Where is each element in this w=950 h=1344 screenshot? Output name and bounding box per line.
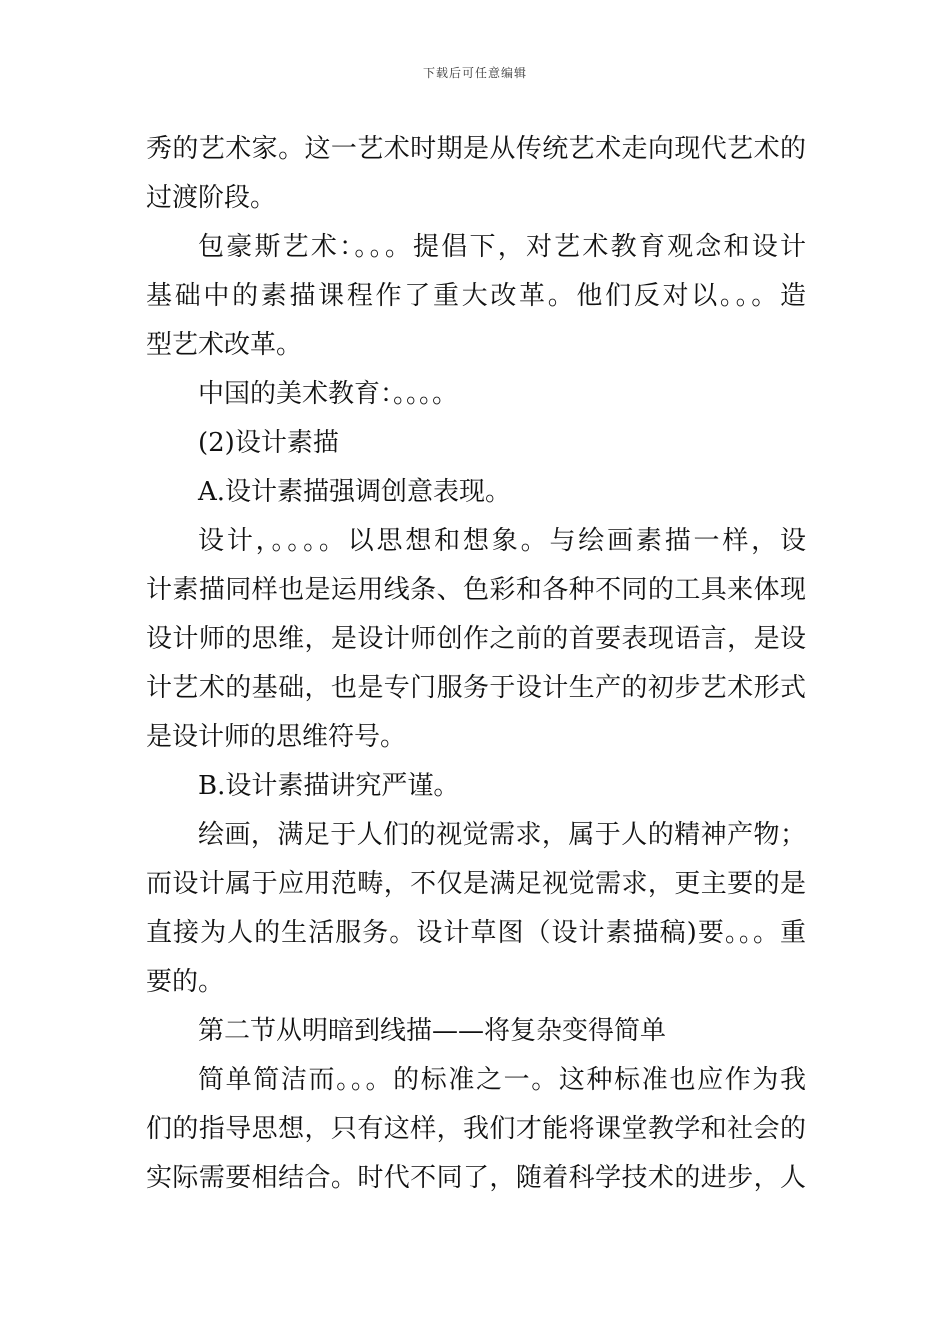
text-line: A.设计素描强调创意表现。 bbox=[198, 477, 512, 507]
text-line: (2)设计素描 bbox=[198, 428, 339, 458]
text-line: 基础中的素描课程作了重大改革。他们反对以。。。造 bbox=[146, 281, 806, 311]
text-line: 包豪斯艺术：。。。提倡下，对艺术教育观念和设计 bbox=[198, 232, 806, 262]
text-line: 计素描同样也是运用线条、色彩和各种不同的工具来体现 bbox=[146, 575, 806, 605]
text-line: 直接为人的生活服务。设计草图（设计素描稿)要。。。重 bbox=[146, 918, 806, 948]
text-line: 计艺术的基础，也是专门服务于设计生产的初步艺术形式 bbox=[146, 673, 806, 703]
text-line: 设计，。。。。以思想和想象。与绘画素描一样，设 bbox=[198, 526, 806, 556]
text-line: 型艺术改革。 bbox=[146, 330, 303, 360]
text-line: 简单简洁而。。。的标准之一。这种标准也应作为我 bbox=[198, 1065, 806, 1095]
text-line: B.设计素描讲究严谨。 bbox=[198, 771, 460, 801]
text-line: 过渡阶段。 bbox=[146, 183, 277, 213]
text-line: 绘画，满足于人们的视觉需求，属于人的精神产物； bbox=[198, 820, 806, 850]
text-line: 实际需要相结合。时代不同了，随着科学技术的进步，人 bbox=[146, 1163, 806, 1193]
text-line: 要的。 bbox=[146, 967, 225, 997]
text-line: 第二节从明暗到线描——将复杂变得简单 bbox=[198, 1016, 667, 1046]
page-header: 下载后可任意编辑 bbox=[422, 66, 527, 80]
text-line: 设计师的思维，是设计师创作之前的首要表现语言，是设 bbox=[146, 624, 806, 654]
text-line: 中国的美术教育：。。。。 bbox=[198, 379, 459, 409]
text-line: 而设计属于应用范畴，不仅是满足视觉需求，更主要的是 bbox=[146, 869, 806, 899]
text-line: 们的指导思想，只有这样，我们才能将课堂教学和社会的 bbox=[146, 1114, 806, 1144]
text-line: 秀的艺术家。这一艺术时期是从传统艺术走向现代艺术的 bbox=[146, 134, 806, 164]
document-body bbox=[146, 125, 806, 1203]
text-line: 是设计师的思维符号。 bbox=[146, 722, 407, 752]
